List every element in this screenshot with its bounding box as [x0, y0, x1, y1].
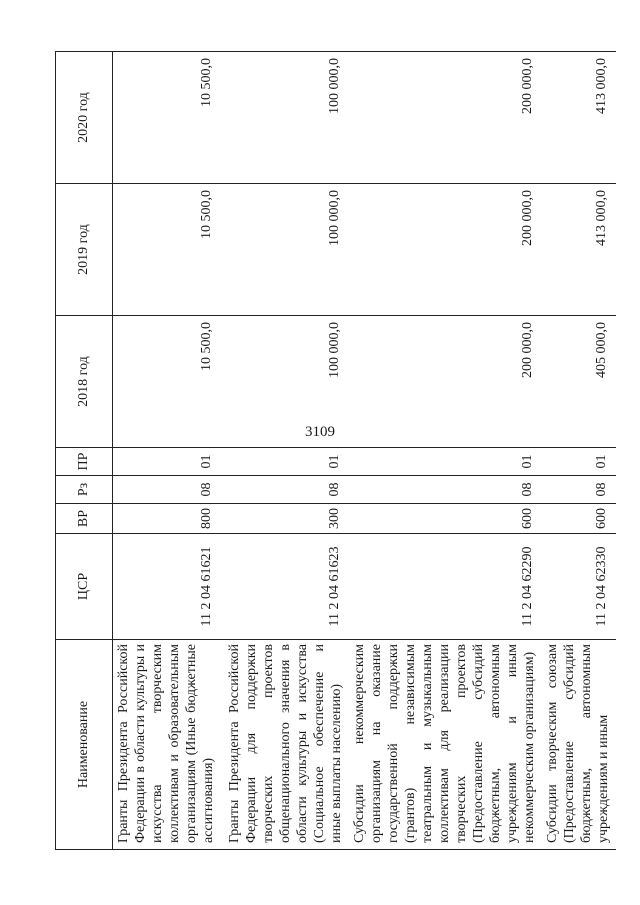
header-pr: ПР: [56, 448, 113, 476]
header-2019: 2019 год: [56, 184, 113, 316]
row-name: Субсидии некоммерческим организациям на оказание государственной поддержки (грантов) независимым театральным и музыкальным коллективам для реализации творческих проектов (Предоставление субсидий бюджетным, автономным учреждениям и иным некоммерческим организациям): [349, 640, 542, 850]
row-csr: 11 2 04 61623: [221, 534, 349, 640]
row-vr: 800: [113, 504, 222, 534]
table-row: [113, 52, 222, 850]
header-2020: 2020 год: [56, 52, 113, 184]
header-csr: ЦСР: [56, 534, 113, 640]
row-csr: 11 2 04 61621: [113, 534, 222, 640]
row-csr: 11 2 04 62290: [349, 534, 542, 640]
row-2018: 200 000,0: [349, 316, 542, 448]
row-rz: 08: [113, 476, 222, 504]
row-pr: 01: [349, 448, 542, 476]
row-name: Гранты Президента Российской Федерации для поддержки творческих проектов общенационального значения в области культуры и искусства (Социальное обеспечение и иные выплаты населению): [221, 640, 349, 850]
row-rz: 08: [221, 476, 349, 504]
row-2019: 100 000,0: [221, 184, 349, 316]
row-name: Гранты Президента Российской Федерации в области культуры и искусства творческим коллективам и образовательным организациям (Иные бюджетные ассигнования): [113, 640, 222, 850]
row-2018: 10 500,0: [113, 316, 222, 448]
row-2019: 200 000,0: [349, 184, 542, 316]
budget-table-rotated: [55, 52, 611, 850]
row-2020: 100 000,0: [221, 52, 349, 184]
row-pr: 01: [542, 448, 616, 476]
row-2019: 413 000,0: [542, 184, 616, 316]
row-2020: 200 000,0: [349, 52, 542, 184]
row-2018: 100 000,0: [221, 316, 349, 448]
row-vr: 300: [221, 504, 349, 534]
row-rz: 08: [349, 476, 542, 504]
header-rz: Рз: [56, 476, 113, 504]
row-2019: 10 500,0: [113, 184, 222, 316]
row-2018: 405 000,0: [542, 316, 616, 448]
table-row: [221, 52, 349, 850]
header-vr: ВР: [56, 504, 113, 534]
row-pr: 01: [221, 448, 349, 476]
row-vr: 600: [349, 504, 542, 534]
page-number: 3109: [305, 424, 335, 440]
row-2020: 10 500,0: [113, 52, 222, 184]
row-2020: 413 000,0: [542, 52, 616, 184]
row-csr: 11 2 04 62330: [542, 534, 616, 640]
table-row: [542, 52, 616, 850]
row-rz: 08: [542, 476, 616, 504]
budget-table: [55, 51, 616, 850]
row-pr: 01: [113, 448, 222, 476]
row-vr: 600: [542, 504, 616, 534]
row-name: Субсидии творческим союзам (Предоставление субсидий бюджетным, автономным учреждениям и иным: [542, 640, 616, 850]
header-name: Наименование: [56, 640, 113, 850]
table-header: [56, 52, 113, 850]
table-row: [349, 52, 542, 850]
header-2018: 2018 год: [56, 316, 113, 448]
